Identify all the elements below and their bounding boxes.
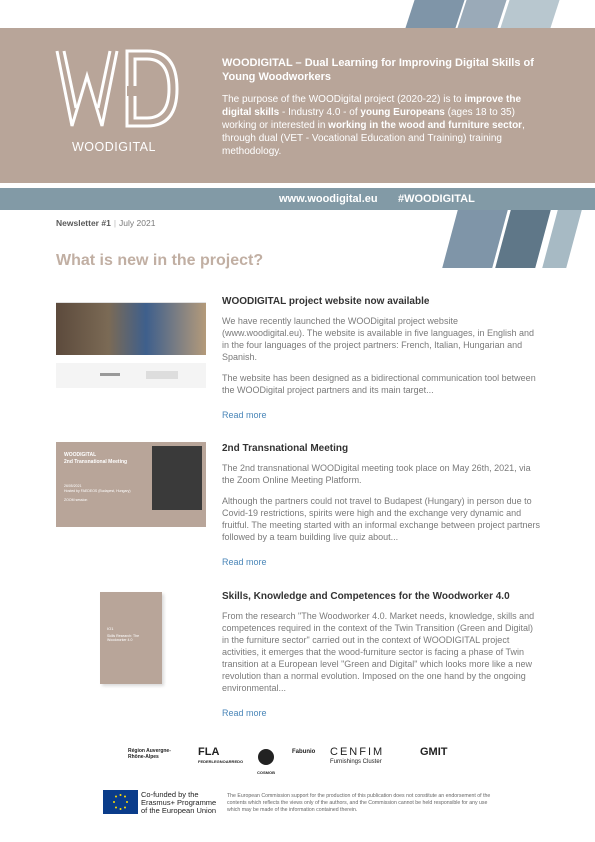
region-logo: Région Auvergne-Rhône-Alpes	[128, 748, 171, 760]
fla-logo: FLA FEDERLEGNOARREDO	[198, 746, 244, 764]
article-title: Skills, Knowledge and Competences for the Woodworker 4.0	[222, 591, 510, 602]
section-title: What is new in the project?	[56, 252, 264, 269]
hashtag: #WOODIGITAL	[398, 193, 475, 205]
article-meeting	[222, 443, 542, 570]
decor-stripe	[457, 0, 506, 28]
read-more-link[interactable]: Read more	[222, 557, 267, 567]
article-title: 2nd Transnational Meeting	[222, 443, 349, 454]
url-bar	[0, 188, 595, 210]
article-website	[222, 296, 542, 423]
cosmob-icon	[257, 748, 275, 766]
website-screenshot-thumbnail	[56, 293, 206, 388]
partner-logos	[128, 748, 508, 778]
article-paragraph: The website has been designed as a bidirectional communication tool between the WOODigital project partners and its main target...	[222, 373, 536, 395]
cenfim-logo: CENFIM Furnishings Cluster	[330, 746, 385, 765]
gmit-logo: GMIT	[420, 746, 448, 758]
decor-stripe	[405, 0, 464, 28]
eu-funding-label: Co-funded by the Erasmus+ Programme of the European Union	[141, 790, 217, 815]
decor-stripe	[500, 0, 559, 28]
article-paragraph: Although the partners could not travel to Budapest (Hungary) in person due to Covid-19 restrictions, spirits were high and the exchange very dynamic and fruitful. The meeting started with an informal exchange between project partners followed by a team building live quiz about...	[222, 496, 541, 542]
article-skills	[222, 591, 542, 721]
video-grid	[152, 446, 202, 510]
banner-description: The purpose of the WOODigital project (2020-22) is to improve the digital skills - Industry 4.0 - of young Europeans (ages 18 to 35) working or interested in working in the wood and furniture sector, through dual (VET - Vocational Education and Training) training methodology.	[222, 94, 525, 157]
logo-text: WOODIGITAL	[72, 140, 156, 154]
cosmob-logo: COSMOB	[257, 748, 275, 777]
read-more-link[interactable]: Read more	[222, 410, 267, 420]
header-banner	[0, 28, 595, 183]
newsletter-issue: Newsletter #1 | July 2021	[56, 218, 156, 228]
fabunio-logo: Fabunio	[292, 749, 316, 755]
article-title: WOODIGITAL project website now available	[222, 296, 430, 307]
article-paragraph: The 2nd transnational WOODigital meeting took place on May 26th, 2021, via the Zoom Online Meeting Platform.	[222, 463, 531, 485]
meeting-thumbnail: WOODIGITAL 2nd Transnational Meeting 26/05/2021 Hosted by FAEDEOS (Budapest, Hungary) ZOOM session	[56, 442, 206, 527]
eu-flag-icon	[103, 790, 138, 814]
article-paragraph: We have recently launched the WOODigital project website (www.woodigital.eu). The website is available in five languages, in English and in the four languages of the project partners: French, Italian, Hungarian and Spanish.	[222, 316, 535, 362]
website-link[interactable]: www.woodigital.eu	[279, 193, 378, 205]
research-report-thumbnail: IO1 Skills Research: The Woodworker 4.0	[100, 592, 162, 684]
banner-title: WOODIGITAL – Dual Learning for Improving Digital Skills of Young Woodworkers	[222, 57, 534, 83]
woodigital-logo-icon	[52, 46, 182, 136]
disclaimer: The European Commission support for the production of this publication does not constitute an endorsement of the contents which reflects the views only of the authors, and the Commission cannot be held responsible for any use which may be made of the information contained therein.	[227, 793, 491, 813]
article-paragraph: From the research "The Woodworker 4.0. Market needs, knowledge, skills and competences required in the context of the Twin Transition (Green and Digital) in the furniture sector" carried out in the context of WOODIGITAL project activities, it emerges that the wood-furniture sector is facing a phase of Twin transition at a European level "Green and Digital" which looks more like a new revolution than a normal evolution. Imposed on the one hand by the ongoing environmental...	[222, 611, 535, 693]
read-more-link[interactable]: Read more	[222, 708, 267, 718]
